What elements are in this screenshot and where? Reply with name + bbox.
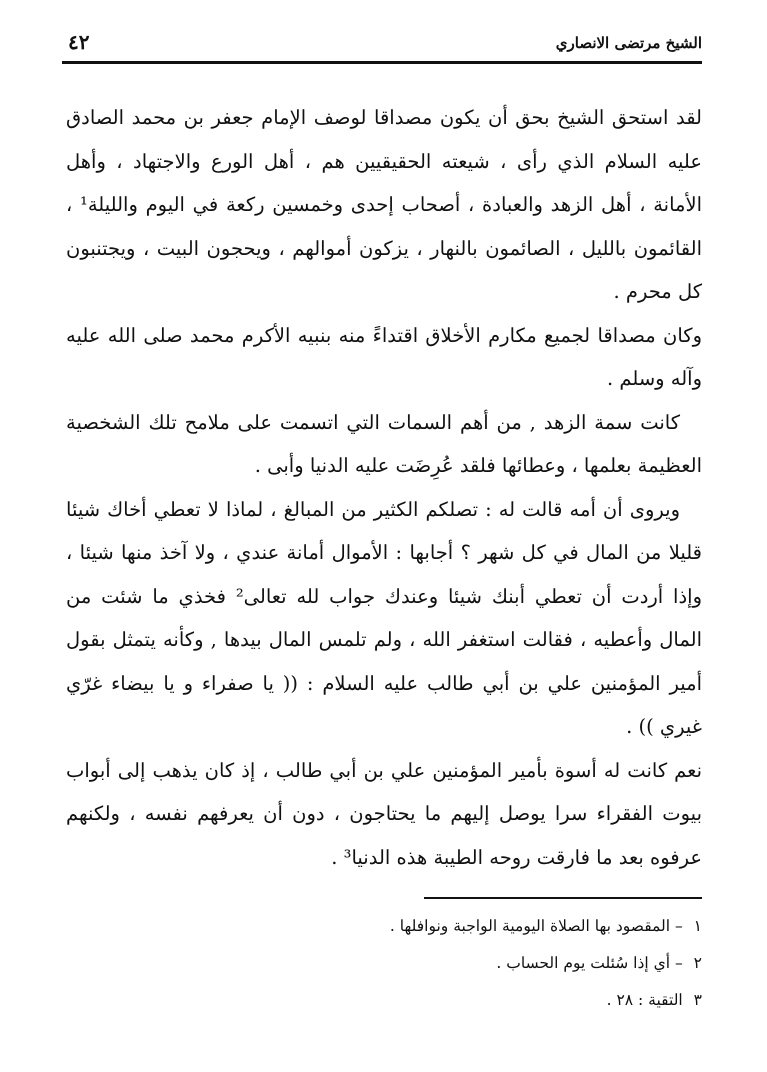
page-number: ٤٢ xyxy=(68,30,90,54)
footnote-text: – المقصود بها الصلاة اليومية الواجبة ونوافلها . xyxy=(389,917,683,935)
footnote xyxy=(66,982,702,1019)
page-header xyxy=(62,28,702,68)
paragraph: نعم كانت له أسوة بأمير المؤمنين علي بن أبي طالب ، إذ كان يذهب إلى أبواب بيوت الفقراء سرا يوصل إليهم ما يحتاجون ، دون أن يعرفهم نفسه ، ولكنهم عرفوه بعد ما فارقت روحه الطيبة هذه الدنيا³ . xyxy=(66,758,702,869)
footnote-text: التقية : ٢٨ . xyxy=(606,991,683,1009)
footnote xyxy=(66,908,702,945)
footnotes xyxy=(66,908,702,1019)
header-rule xyxy=(62,61,702,64)
paragraph: ويروى أن أمه قالت له : تصلكم الكثير من المبالغ ، لماذا لا تعطي أخاك شيئا قليلا من المال في كل شهر ؟ أجابها : الأموال أمانة عندي ، ولا آخذ منها شيئا ، وإذا أردت أن تعطي أبنك شيئا وعندك جواب لله تعالى² فخذي ما شئت من المال وأعطيه ، فقالت استغفر الله ، ولم تلمس المال بيدها , وكأنه يتمثل بقول أمير المؤمنين علي بن أبي طالب عليه السلام : (( يا صفراء و يا بيضاء غرّي غيري )) . xyxy=(66,497,702,738)
footnote-number: ٣ xyxy=(693,991,702,1009)
paragraph: لقد استحق الشيخ بحق أن يكون مصداقا لوصف الإمام جعفر بن محمد الصادق عليه السلام الذي رأى ، شيعته الحقيقيين هم ، أهل الورع والاجتهاد ، وأهل الأمانة ، أهل الزهد والعبادة ، أصحاب إحدى وخمسين ركعة في اليوم والليلة¹ ، القائمون بالليل ، الصائمون بالنهار ، يزكون أموالهم ، ويحجون البيت ، ويجتنبون كل محرم . xyxy=(66,106,703,303)
paragraph: كانت سمة الزهد , من أهم السمات التي اتسمت على ملامح تلك الشخصية العظيمة بعلمها ، وعطائها فلقد عُرِضَت عليه الدنيا وأبى . xyxy=(66,410,702,477)
footnote xyxy=(66,945,702,982)
running-title: الشيخ مرتضى الانصاري xyxy=(555,34,702,52)
footnote-number: ٢ xyxy=(693,954,702,972)
footnote-separator xyxy=(424,897,702,899)
footnote-number: ١ xyxy=(693,917,702,935)
paragraph: وكان مصداقا لجميع مكارم الأخلاق اقتداءً منه بنبيه الأكرم محمد صلى الله عليه وآله وسلم . xyxy=(66,323,702,390)
body-text xyxy=(66,96,702,879)
footnote-text: – أي إذا سُئلت يوم الحساب . xyxy=(496,954,683,972)
